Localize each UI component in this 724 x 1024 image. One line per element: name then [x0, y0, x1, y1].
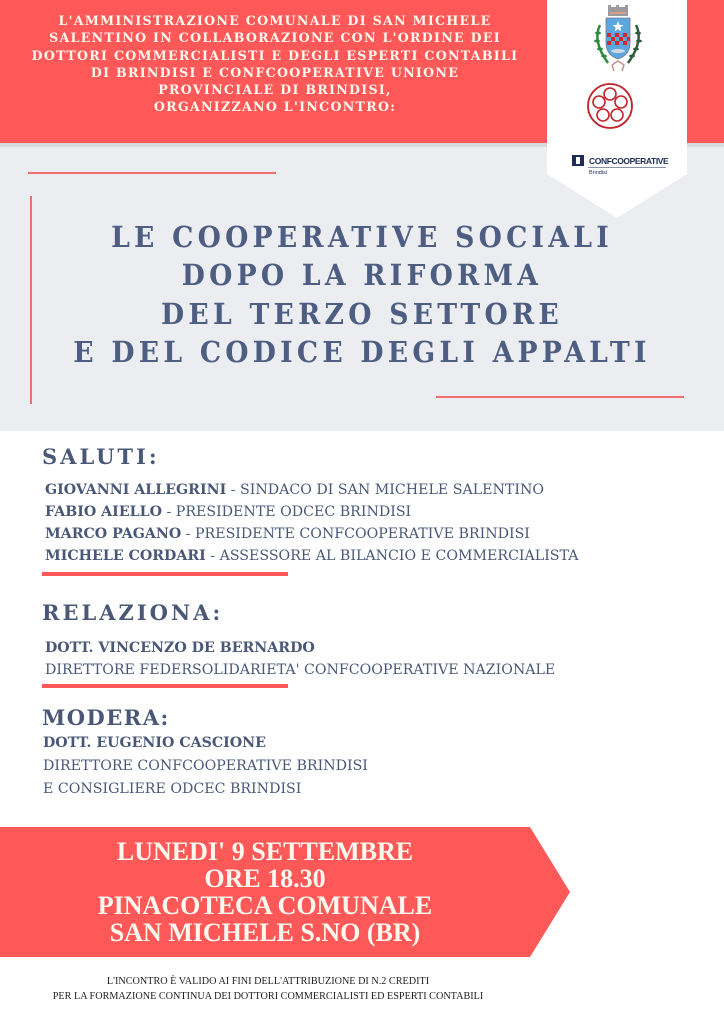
odcec-logo-icon — [586, 82, 634, 130]
organizers-text — [0, 12, 550, 116]
relaziona-underline — [42, 684, 288, 688]
municipal-coat-of-arms-icon — [586, 5, 650, 75]
modera-name: DOTT. EUGENIO CASCIONE — [43, 735, 266, 751]
confcooperative-divider — [588, 167, 666, 168]
confcooperative-mark-icon — [572, 155, 584, 166]
confcooperative-name: CONFCOOPERATIVE — [589, 156, 669, 166]
organizers-line: L'AMMINISTRAZIONE COMUNALE DI SAN MICHELE — [58, 13, 492, 28]
title-line: DOPO LA RIFORMA — [181, 258, 543, 293]
event-banner-arrow — [530, 827, 570, 957]
speaker-name: MARCO PAGANO — [45, 526, 182, 542]
title-line: LE COOPERATIVE SOCIALI — [111, 220, 613, 254]
saluti-heading: SALUTI: — [42, 444, 160, 469]
speaker-name: MICHELE CORDARI — [45, 548, 206, 564]
credits-line: L'INCONTRO È VALIDO AI FINI DELL'ATTRIBUZIONE DI N.2 CREDITI — [106, 976, 430, 987]
relaziona-heading: RELAZIONA: — [42, 600, 224, 625]
organizers-line: DI BRINDISI E CONFCOOPERATIVE UNIONE — [90, 64, 460, 80]
decor-line-bottom — [436, 396, 684, 398]
event-title — [29, 218, 695, 371]
credits-note — [0, 974, 536, 1004]
speaker-role: - PRESIDENTE ODCEC BRINDISI — [161, 504, 412, 520]
modera-role-line: E CONSIGLIERE ODCEC BRINDISI — [43, 781, 302, 797]
organizers-line: SALENTINO IN COLLABORAZIONE CON L'ORDINE DEI — [49, 30, 501, 46]
speaker-name: FABIO AIELLO — [45, 504, 162, 520]
event-time: ORE 18.30 — [204, 864, 326, 893]
saluti-underline — [42, 572, 288, 576]
saluti-item — [45, 526, 530, 542]
confcooperative-logo — [572, 155, 672, 180]
organizers-line: PROVINCIALE DI BRINDISI, — [158, 82, 392, 98]
speaker-name: GIOVANNI ALLEGRINI — [45, 482, 227, 498]
event-venue: PINACOTECA COMUNALE — [97, 891, 433, 920]
relaziona-role: DIRETTORE FEDERSOLIDARIETA' CONFCOOPERATIVE NAZIONALE — [45, 662, 556, 678]
event-date: LUNEDI' 9 SETTEMBRE — [116, 837, 414, 866]
speaker-role: - SINDACO DI SAN MICHELE SALENTINO — [226, 482, 545, 498]
speaker-role: - ASSESSORE AL BILANCIO E COMMERCIALISTA — [205, 548, 579, 564]
speaker-role: - PRESIDENTE CONFCOOPERATIVE BRINDISI — [181, 526, 530, 542]
confcooperative-sub: Brindisi — [589, 170, 608, 176]
organizers-line: DOTTORI COMMERCIALISTI E DEGLI ESPERTI CONTABILI — [31, 47, 519, 63]
logo-panel-point — [547, 174, 687, 218]
modera-heading: MODERA: — [42, 705, 170, 730]
credits-line: PER LA FORMAZIONE CONTINUA DEI DOTTORI COMMERCIALISTI ED ESPERTI CONTABILI — [52, 991, 484, 1002]
event-location: SAN MICHELE S.NO (BR) — [109, 918, 421, 947]
relaziona-name: DOTT. VINCENZO DE BERNARDO — [45, 640, 315, 656]
decor-line-top — [28, 172, 276, 174]
saluti-item — [45, 482, 544, 498]
title-line: DEL TERZO SETTORE — [161, 296, 563, 331]
saluti-item — [45, 548, 578, 564]
title-line: E DEL CODICE DEGLI APPALTI — [73, 334, 651, 369]
event-details — [0, 838, 530, 946]
saluti-item — [45, 504, 411, 520]
organizers-line: ORGANIZZANO L'INCONTRO: — [153, 99, 397, 115]
modera-role-line: DIRETTORE CONFCOOPERATIVE BRINDISI — [43, 758, 368, 774]
